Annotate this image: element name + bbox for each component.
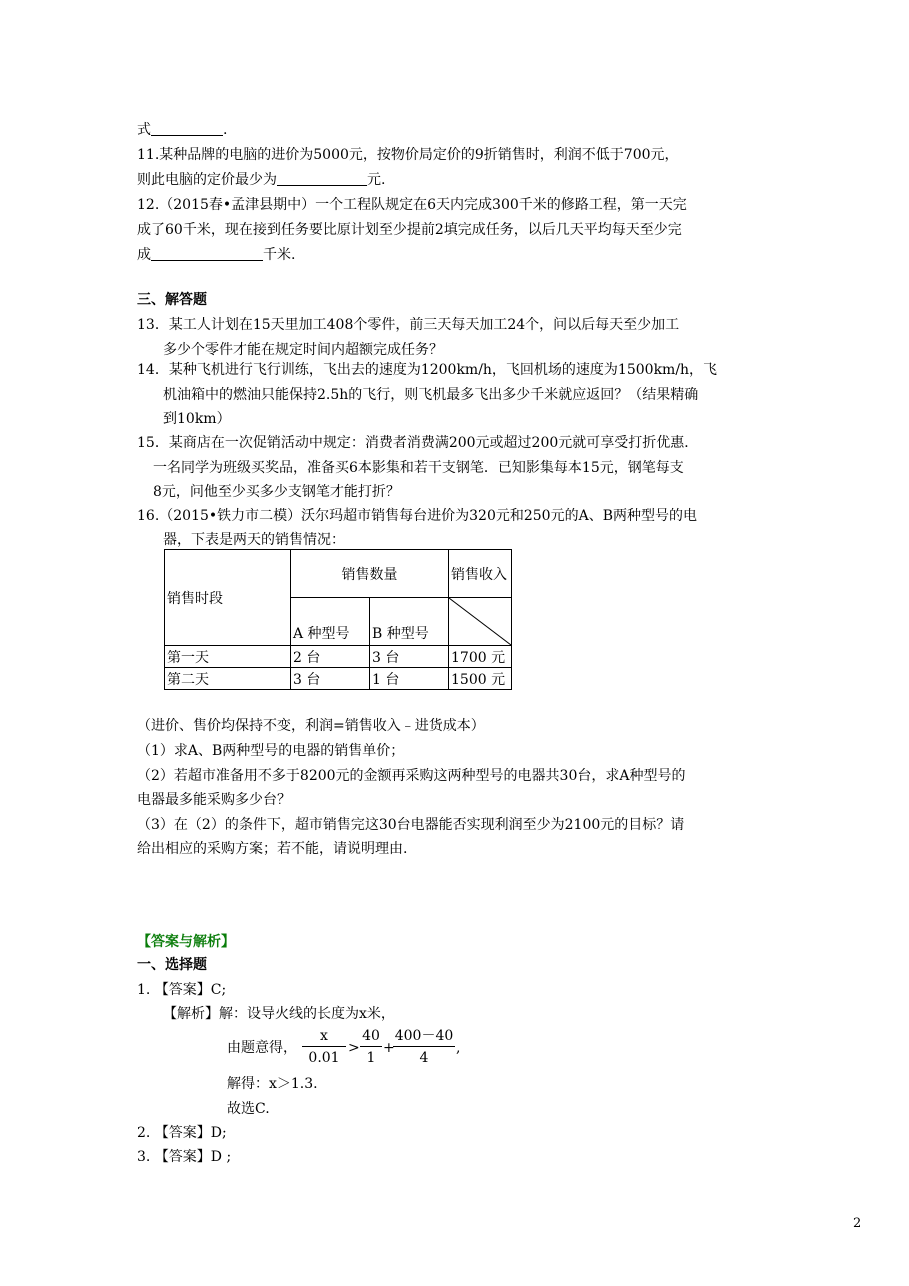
answer-1: 1. 【答案】C; xyxy=(137,982,227,998)
q12-line3 xyxy=(137,246,295,264)
row1-a: 2 台 xyxy=(291,646,370,668)
fraction-3 xyxy=(393,1026,455,1069)
q13-line1: 13．某工人计划在15天里加工408个零件，前三天每天加工24个，问以后每天至少加工 xyxy=(137,317,680,333)
q10-tail-text: 式 xyxy=(137,122,151,138)
q11-line2-text: 则此电脑的定价最少为 xyxy=(137,172,277,188)
q11-line1: 11.某种品牌的电脑的进价为5000元，按物价局定价的9折销售时，利润不低于700元， xyxy=(137,147,679,163)
header-qty: 销售数量 xyxy=(291,550,449,598)
subheader-b: B 种型号 xyxy=(370,598,449,646)
q11-end: 元. xyxy=(367,172,386,188)
q14-line1: 14．某种飞机进行飞行训练，飞出去的速度为1200km/h，飞回机场的速度为1500km/h，飞 xyxy=(137,362,718,378)
q16-part1: （1）求A、B两种型号的电器的销售单价； xyxy=(137,743,405,759)
row2-b: 1 台 xyxy=(370,668,449,690)
q10-blank xyxy=(151,121,223,136)
row2-income: 1500 元 xyxy=(449,668,512,690)
q15-line3: 8元，问他至少买多少支钢笔才能打折？ xyxy=(153,484,400,500)
answer-2: 2. 【答案】D; xyxy=(137,1125,227,1141)
page-number: 2 xyxy=(853,1216,862,1231)
fraction-1 xyxy=(302,1026,346,1069)
fraction-3-num: 400－40 xyxy=(393,1026,455,1047)
fraction-2-den: 1 xyxy=(366,1050,376,1066)
table-row xyxy=(165,646,512,668)
q16-part3-line2: 给出相应的采购方案；若不能，请说明理由. xyxy=(137,841,408,857)
row1-income: 1700 元 xyxy=(449,646,512,668)
answer-1-analysis: 【解析】解：设导火线的长度为x米， xyxy=(163,1006,395,1022)
equation-gt: > xyxy=(348,1040,360,1056)
fraction-2 xyxy=(360,1026,382,1069)
fraction-1-num: x xyxy=(302,1026,346,1047)
section-3-heading: 三、解答题 xyxy=(137,292,207,308)
q13-line2: 多少个零件才能在规定时间内超额完成任务？ xyxy=(163,342,443,358)
q15-line1: 15．某商店在一次促销活动中规定：消费者消费满200元或超过200元就可享受打折优惠． xyxy=(137,435,699,451)
equation-plus: + xyxy=(383,1040,395,1056)
q14-line2: 机油箱中的燃油只能保持2.5h的飞行，则飞机最多飞出多少千米就应返回？（结果精确 xyxy=(163,387,699,403)
equation-end: , xyxy=(456,1040,461,1056)
q16-note: （进价、售价均保持不变，利润=销售收入﹣进货成本） xyxy=(137,718,485,734)
header-period: 销售时段 xyxy=(165,550,291,646)
q16-line1: 16.（2015•铁力市二模）沃尔玛超市销售每台进价为320元和250元的A、B两种型号的电 xyxy=(137,508,697,524)
diagonal-line xyxy=(449,598,511,645)
q14-line3: 到10km） xyxy=(163,411,231,427)
q10-end: . xyxy=(223,122,228,138)
fraction-2-num: 40 xyxy=(360,1026,382,1047)
q16-part3-line1: （3）在（2）的条件下，超市销售完这30台电器能否实现利润至少为2100元的目标？请 xyxy=(137,817,685,833)
subheader-a: A 种型号 xyxy=(291,598,370,646)
q16-part2-line2: 电器最多能采购多少台？ xyxy=(137,792,291,808)
answers-title: 【答案与解析】 xyxy=(137,934,235,950)
q11-blank xyxy=(277,171,367,186)
q16-line2: 器，下表是两天的销售情况： xyxy=(163,532,345,548)
q12-line1: 12.（2015春•孟津县期中）一个工程队规定在6天内完成300千米的修路工程，第一天完 xyxy=(137,197,687,213)
diagonal-cell xyxy=(449,598,512,646)
row1-period: 第一天 xyxy=(165,646,291,668)
answer-1-solve: 解得：x＞1.3. xyxy=(227,1076,318,1092)
q12-line3b: 千米. xyxy=(263,247,296,263)
row2-a: 3 台 xyxy=(291,668,370,690)
table-header-row xyxy=(165,550,512,598)
q15-line2: 一名同学为班级买奖品，准备买6本影集和若干支钢笔．已知影集每本15元，钢笔每支 xyxy=(153,460,684,476)
q12-line2: 成了60千米，现在接到任务要比原计划至少提前2填完成任务，以后几天平均每天至少完 xyxy=(137,222,682,238)
answer-1-choose: 故选C. xyxy=(227,1101,270,1117)
header-income: 销售收入 xyxy=(449,550,512,598)
table-row xyxy=(165,668,512,690)
row1-b: 3 台 xyxy=(370,646,449,668)
answer-3: 3. 【答案】D ; xyxy=(137,1149,232,1165)
q11-line2 xyxy=(137,171,385,189)
q16-part2-line1: （2）若超市准备用不多于8200元的金额再采购这两种型号的电器共30台，求A种型号的 xyxy=(137,768,686,784)
fraction-1-den: 0.01 xyxy=(308,1050,340,1066)
answers-section-1: 一、选择题 xyxy=(137,957,207,973)
row2-period: 第二天 xyxy=(165,668,291,690)
q12-blank xyxy=(151,246,263,261)
sales-table xyxy=(164,549,512,690)
equation-prefix: 由题意得， xyxy=(227,1040,297,1056)
fraction-3-den: 4 xyxy=(419,1050,429,1066)
q12-line3a: 成 xyxy=(137,247,151,263)
q10-tail xyxy=(137,121,227,139)
